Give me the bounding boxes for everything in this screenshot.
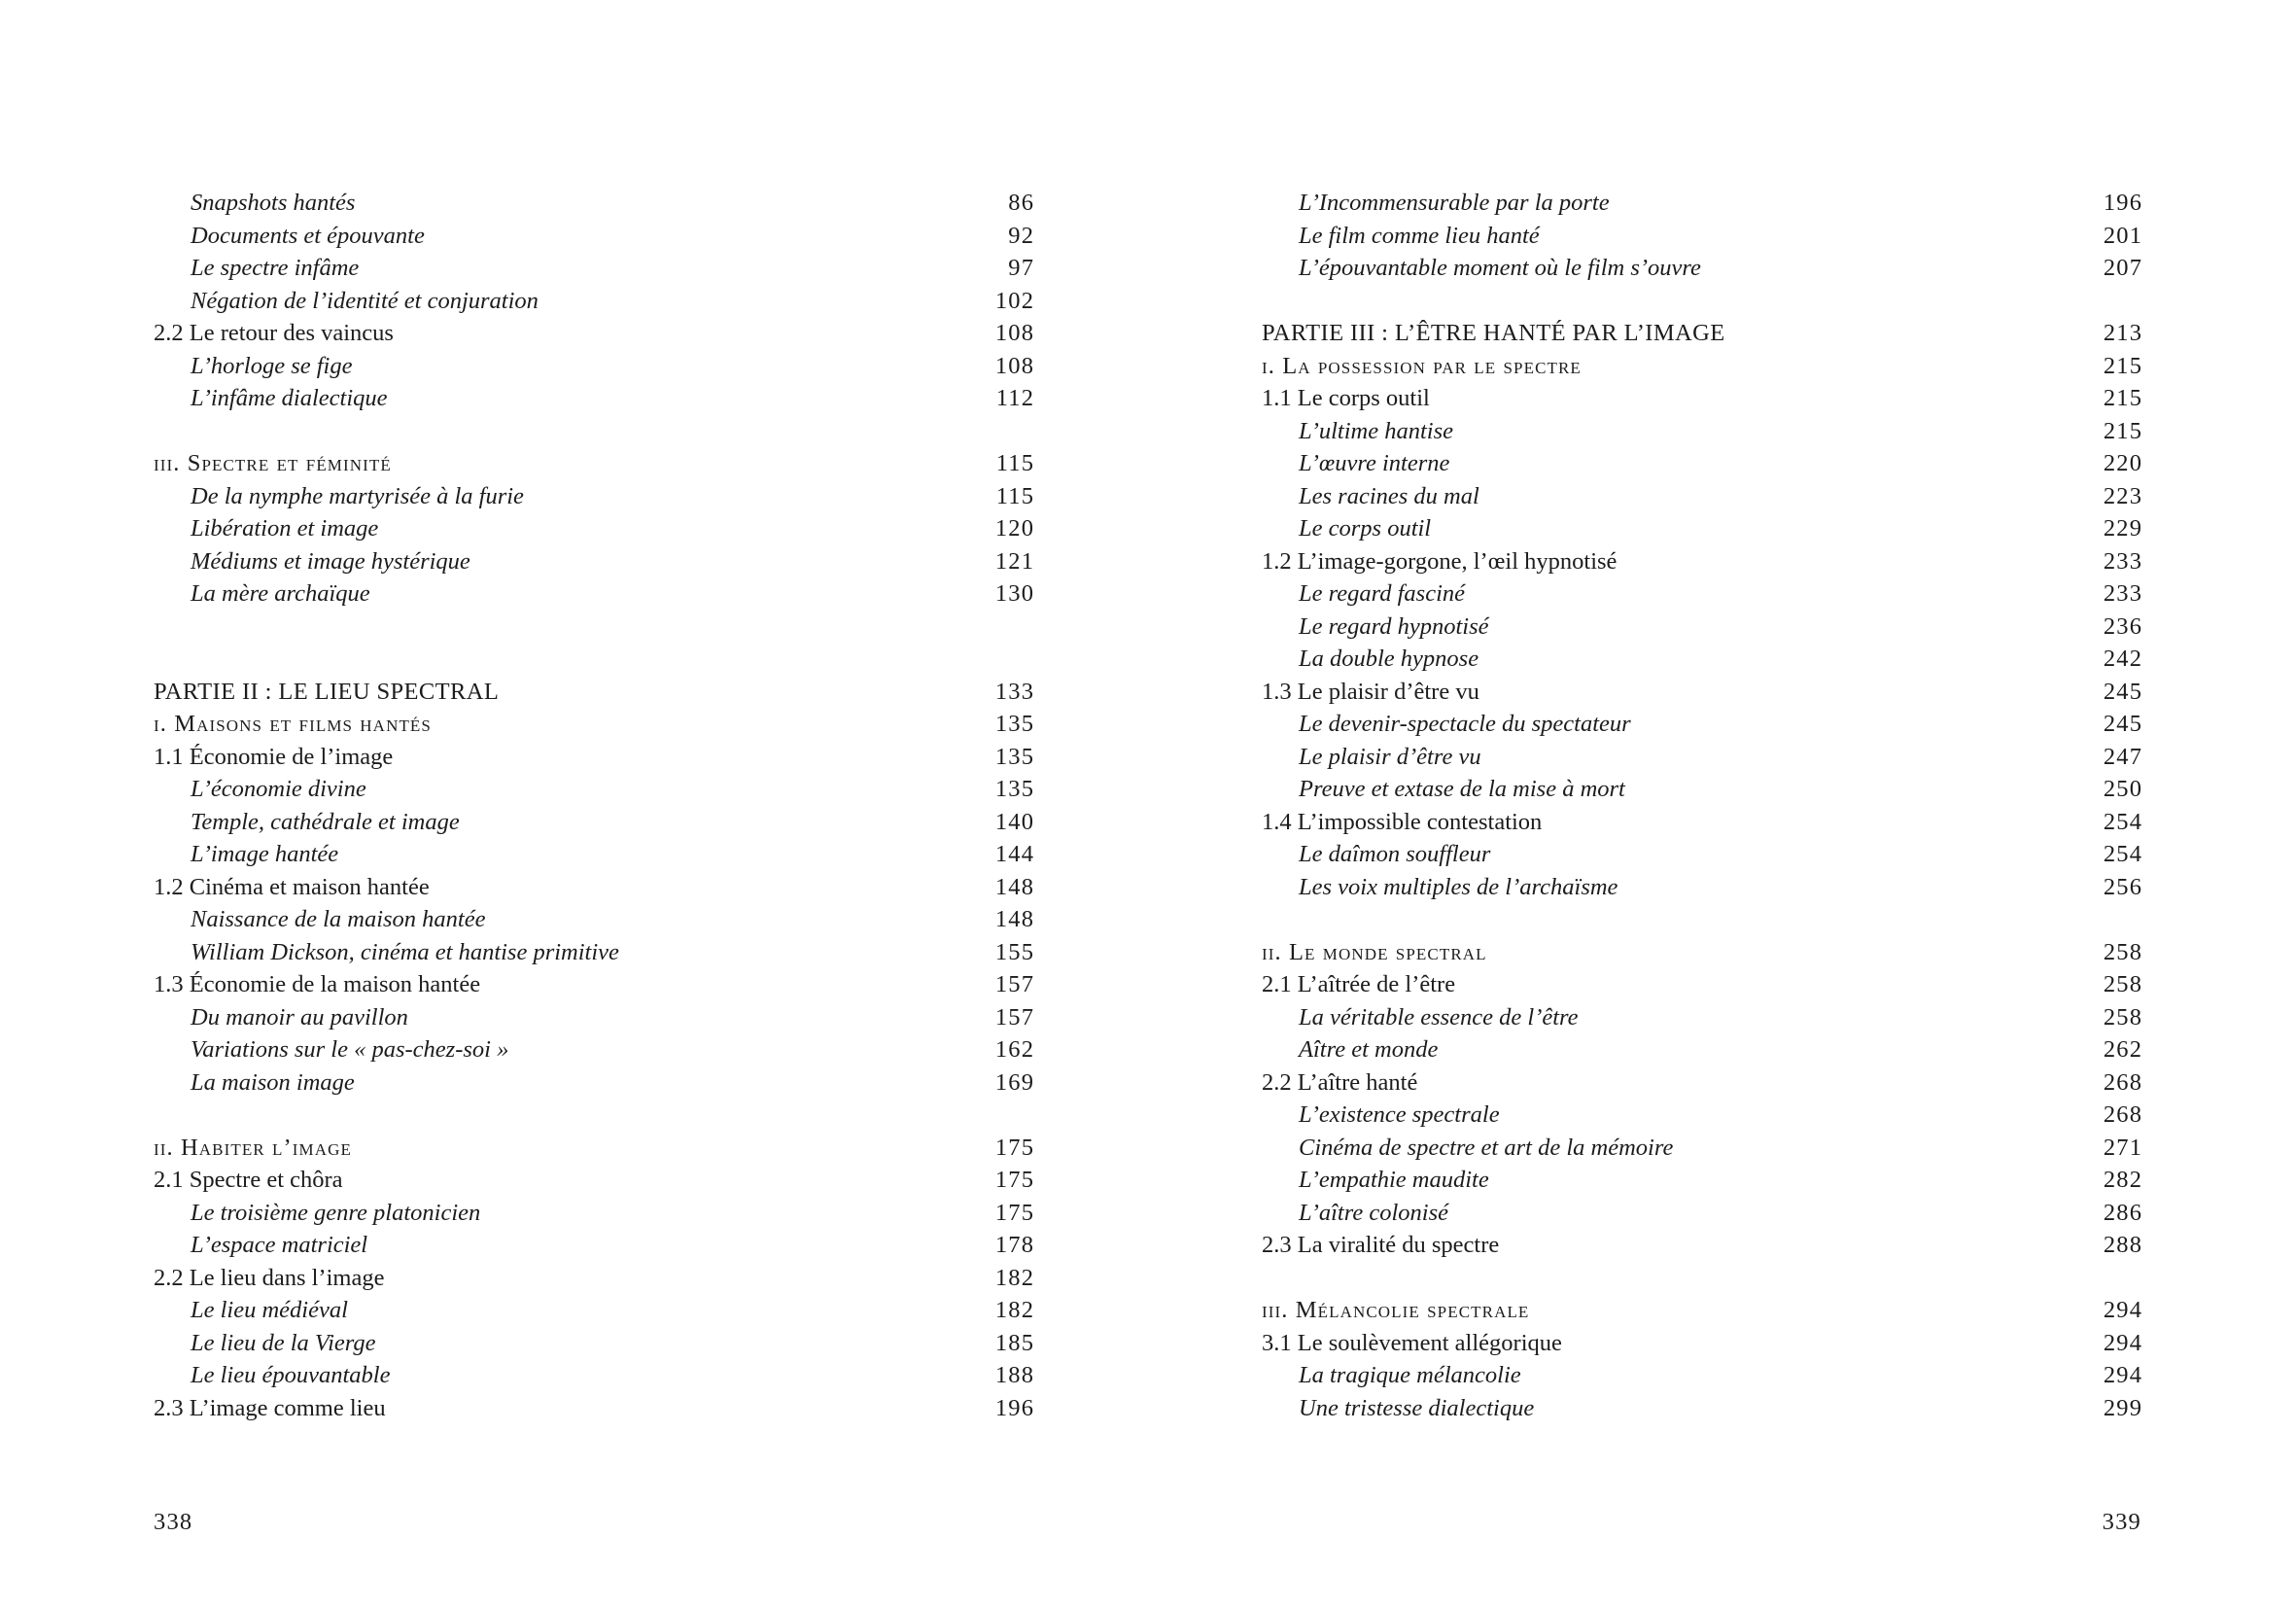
toc-entry-title: Libération et image [191, 515, 379, 541]
toc-entry-title: Naissance de la maison hantée [191, 906, 486, 932]
toc-entry-title: La double hypnose [1299, 646, 1479, 672]
toc-entry-sub [1262, 1392, 2141, 1425]
toc-entry-page-number: 229 [2103, 515, 2143, 541]
toc-entry-title: L’image hantée [191, 841, 339, 867]
toc-entry-section [154, 447, 1033, 480]
toc-entry-title: Aître et monde [1299, 1036, 1439, 1063]
toc-entry-page-number: 258 [2103, 971, 2143, 997]
toc-entry-title: 1.4 L’impossible contestation [1262, 808, 1543, 835]
toc-entry-page-number: 133 [994, 678, 1035, 705]
toc-entry-page-number: 236 [2103, 612, 2143, 640]
toc-entry-title: La maison image [191, 1068, 355, 1096]
toc-entry-title: La mère archaïque [191, 580, 370, 607]
toc-entry-title: L’existence spectrale [1299, 1101, 1500, 1128]
toc-entry-page-number: 242 [2103, 646, 2143, 672]
toc-entry-page-number: 247 [2103, 743, 2143, 770]
toc-entry-title: PARTIE II : LE LIEU SPECTRAL [154, 678, 500, 705]
toc-entry-title: 1.2 L’image-gorgone, l’œil hypnotisé [1262, 547, 1618, 575]
toc-entry-page-number: 254 [2103, 808, 2143, 835]
toc-entry-title: 2.2 Le retour des vaincus [154, 320, 394, 346]
page-number-footer-right: 339 [2102, 1509, 2141, 1535]
toc-entry-sub [154, 806, 1033, 839]
toc-entry-page-number: 135 [994, 711, 1035, 737]
toc-entry-page-number: 294 [2103, 1297, 2143, 1323]
toc-entry-page-number: 108 [994, 352, 1035, 379]
toc-entry-sub [1262, 838, 2141, 871]
toc-entry-sub [1262, 220, 2141, 253]
toc-entry-sub [154, 1001, 1033, 1034]
toc-entry-sub [1262, 187, 2141, 220]
toc-entry-title: William Dickson, cinéma et hantise primitive [191, 938, 619, 965]
toc-entry-sub [1262, 1197, 2141, 1230]
toc-entry-title: De la nymphe martyrisée à la furie [191, 482, 524, 509]
toc-entry-sub [154, 577, 1033, 611]
toc-entry-title: Le film comme lieu hanté [1299, 222, 1540, 249]
toc-entry-page-number: 213 [2103, 320, 2143, 346]
toc-entry-sub [154, 838, 1033, 871]
toc-entry-sub [1262, 447, 2141, 480]
toc-entry-sub [154, 350, 1033, 383]
toc-entry-title: L’ultime hantise [1299, 417, 1454, 444]
toc-entry-page-number: 215 [2103, 385, 2143, 411]
toc-entry-title: Le plaisir d’être vu [1299, 743, 1481, 770]
toc-entry-page-number: 92 [1008, 222, 1035, 249]
toc-entry-page-number: 97 [1008, 255, 1035, 281]
toc-entry-page-number: 175 [994, 1199, 1035, 1226]
toc-entry-sub [1262, 480, 2141, 513]
toc-entry-sub [1262, 512, 2141, 545]
toc-entry-page-number: 115 [995, 482, 1035, 509]
toc-column-left [154, 187, 1033, 1424]
toc-entry-page-number: 268 [2103, 1068, 2143, 1096]
toc-entry-page-number: 120 [994, 515, 1035, 541]
toc-entry-sub [1262, 1164, 2141, 1197]
toc-entry-title: Documents et épouvante [191, 222, 425, 249]
toc-gap [1262, 285, 2141, 318]
toc-entry-sub [154, 220, 1033, 253]
toc-entry-page-number: 175 [994, 1167, 1035, 1193]
toc-entry-title: 2.3 La viralité du spectre [1262, 1232, 1500, 1258]
toc-entry-page-number: 258 [2103, 1003, 2143, 1031]
toc-entry-sub [1262, 643, 2141, 676]
toc-entry-title: L’épouvantable moment où le film s’ouvre [1299, 255, 1701, 281]
toc-entry-title: 2.2 L’aître hanté [1262, 1068, 1418, 1096]
toc-entry-page-number: 233 [2103, 580, 2143, 607]
toc-entry-title: L’infâme dialectique [191, 385, 388, 411]
toc-entry-title: 1.3 Le plaisir d’être vu [1262, 678, 1479, 705]
toc-entry-title: Une tristesse dialectique [1299, 1394, 1535, 1421]
toc-entry-title: Snapshots hantés [191, 190, 356, 216]
toc-entry-page-number: 254 [2103, 841, 2143, 867]
toc-page-left [154, 187, 1035, 1535]
toc-entry-item [154, 1164, 1033, 1197]
toc-entry-page-number: 215 [2103, 417, 2143, 444]
toc-entry-title: 1.1 Le corps outil [1262, 385, 1430, 411]
toc-entry-title: La véritable essence de l’être [1299, 1003, 1579, 1031]
toc-entry-page-number: 182 [994, 1264, 1035, 1291]
toc-gap [1262, 1262, 2141, 1295]
toc-entry-item [1262, 806, 2141, 839]
toc-entry-sub [1262, 773, 2141, 806]
toc-entry-title: Le lieu épouvantable [191, 1362, 391, 1388]
toc-column-right [1262, 187, 2141, 1424]
toc-entry-title: Le devenir-spectacle du spectateur [1299, 711, 1631, 737]
toc-entry-page-number: 169 [994, 1068, 1035, 1096]
toc-entry-title: ii. Habiter l’image [154, 1134, 352, 1161]
toc-entry-page-number: 130 [994, 580, 1035, 607]
toc-entry-part [1262, 317, 2141, 350]
toc-entry-page-number: 288 [2103, 1232, 2143, 1258]
toc-entry-page-number: 148 [994, 906, 1035, 932]
toc-entry-sub [154, 285, 1033, 318]
toc-entry-title: 2.1 Spectre et chôra [154, 1167, 343, 1193]
toc-entry-page-number: 268 [2103, 1101, 2143, 1128]
toc-entry-item [1262, 1066, 2141, 1100]
toc-entry-page-number: 102 [994, 287, 1035, 314]
toc-entry-page-number: 140 [994, 808, 1035, 835]
toc-entry-title: Du manoir au pavillon [191, 1003, 408, 1031]
toc-entry-sub [154, 903, 1033, 936]
toc-entry-title: Négation de l’identité et conjuration [191, 287, 539, 314]
toc-entry-sub [154, 936, 1033, 969]
toc-entry-title: 1.2 Cinéma et maison hantée [154, 873, 430, 900]
toc-entry-section [1262, 350, 2141, 383]
toc-entry-item [1262, 545, 2141, 578]
toc-gap [154, 611, 1033, 676]
toc-entry-page-number: 201 [2103, 222, 2143, 249]
toc-gap [154, 1099, 1033, 1132]
toc-entry-page-number: 188 [994, 1362, 1035, 1388]
toc-entry-sub [154, 545, 1033, 578]
toc-entry-page-number: 86 [1008, 190, 1035, 216]
toc-entry-section [1262, 1294, 2141, 1327]
toc-entry-sub [154, 187, 1033, 220]
toc-entry-sub [154, 512, 1033, 545]
toc-entry-page-number: 294 [2103, 1329, 2143, 1356]
toc-entry-sub [1262, 415, 2141, 448]
toc-entry-sub [154, 1294, 1033, 1327]
toc-entry-title: Les voix multiples de l’archaïsme [1299, 873, 1618, 900]
toc-entry-item [154, 1392, 1033, 1425]
toc-entry-page-number: 182 [994, 1297, 1035, 1323]
toc-entry-page-number: 250 [2103, 776, 2143, 802]
toc-entry-sub [1262, 871, 2141, 904]
toc-entry-title: 2.3 L’image comme lieu [154, 1394, 386, 1421]
toc-entry-title: Le spectre infâme [191, 255, 360, 281]
toc-entry-title: L’horloge se fige [191, 352, 353, 379]
toc-entry-title: iii. Spectre et féminité [154, 450, 392, 476]
toc-entry-sub [154, 1327, 1033, 1360]
toc-entry-title: i. La possession par le spectre [1262, 352, 1582, 379]
toc-entry-sub [154, 1359, 1033, 1392]
toc-entry-page-number: 162 [994, 1036, 1035, 1063]
toc-entry-title: Les racines du mal [1299, 482, 1479, 509]
toc-entry-title: ii. Le monde spectral [1262, 938, 1487, 965]
toc-entry-sub [1262, 611, 2141, 644]
toc-entry-title: L’œuvre interne [1299, 450, 1450, 476]
toc-entry-page-number: 220 [2103, 450, 2143, 476]
toc-entry-title: La tragique mélancolie [1299, 1362, 1521, 1388]
toc-entry-title: Le daîmon souffleur [1299, 841, 1491, 867]
toc-entry-page-number: 196 [994, 1394, 1035, 1421]
toc-entry-page-number: 135 [994, 776, 1035, 802]
toc-entry-page-number: 178 [994, 1232, 1035, 1258]
toc-entry-sub [1262, 741, 2141, 774]
toc-entry-sub [154, 1066, 1033, 1100]
toc-entry-page-number: 196 [2103, 190, 2143, 216]
toc-entry-sub [154, 480, 1033, 513]
toc-entry-title: Temple, cathédrale et image [191, 808, 460, 835]
toc-gap [154, 415, 1033, 448]
toc-entry-title: L’empathie maudite [1299, 1167, 1489, 1193]
toc-page-right [1262, 187, 2143, 1535]
toc-entry-page-number: 262 [2103, 1036, 2143, 1063]
toc-entry-section [154, 1132, 1033, 1165]
toc-entry-title: Médiums et image hystérique [191, 547, 470, 575]
toc-entry-page-number: 175 [994, 1134, 1035, 1161]
toc-entry-page-number: 299 [2103, 1394, 2143, 1421]
page-number-footer-left: 338 [154, 1509, 193, 1535]
toc-entry-sub [1262, 577, 2141, 611]
toc-entry-page-number: 157 [994, 971, 1035, 997]
toc-entry-page-number: 112 [995, 385, 1035, 411]
toc-entry-sub [154, 382, 1033, 415]
toc-entry-page-number: 233 [2103, 547, 2143, 575]
toc-entry-title: Le corps outil [1299, 515, 1432, 541]
toc-entry-part [154, 676, 1033, 709]
toc-entry-page-number: 282 [2103, 1167, 2143, 1193]
toc-entry-page-number: 294 [2103, 1362, 2143, 1388]
toc-entry-page-number: 258 [2103, 938, 2143, 965]
toc-entry-item [154, 968, 1033, 1001]
toc-entry-title: Variations sur le « pas-chez-soi » [191, 1036, 509, 1063]
toc-entry-title: i. Maisons et films hantés [154, 711, 432, 737]
toc-entry-title: 1.3 Économie de la maison hantée [154, 971, 481, 997]
toc-entry-sub [1262, 1001, 2141, 1034]
toc-entry-item [154, 741, 1033, 774]
toc-entry-page-number: 245 [2103, 711, 2143, 737]
toc-entry-title: Le lieu médiéval [191, 1297, 348, 1323]
toc-entry-sub [154, 1197, 1033, 1230]
toc-entry-title: 2.2 Le lieu dans l’image [154, 1264, 385, 1291]
toc-entry-page-number: 245 [2103, 678, 2143, 705]
toc-entry-page-number: 148 [994, 873, 1035, 900]
toc-entry-page-number: 185 [994, 1329, 1035, 1356]
toc-entry-title: L’Incommensurable par la porte [1299, 190, 1610, 216]
toc-entry-sub [1262, 1033, 2141, 1066]
toc-entry-item [154, 1262, 1033, 1295]
toc-entry-item [1262, 1327, 2141, 1360]
toc-entry-page-number: 286 [2103, 1199, 2143, 1226]
toc-entry-title: Le regard hypnotisé [1299, 612, 1489, 640]
toc-entry-page-number: 271 [2103, 1134, 2143, 1161]
toc-entry-sub [1262, 1359, 2141, 1392]
toc-entry-item [1262, 1229, 2141, 1262]
toc-entry-sub [1262, 252, 2141, 285]
toc-entry-sub [154, 1229, 1033, 1262]
toc-entry-title: L’espace matriciel [191, 1232, 368, 1258]
toc-entry-title: iii. Mélancolie spectrale [1262, 1297, 1530, 1323]
toc-entry-title: L’économie divine [191, 776, 366, 802]
toc-entry-sub [1262, 1132, 2141, 1165]
toc-entry-title: Le lieu de la Vierge [191, 1329, 376, 1356]
toc-entry-page-number: 144 [994, 841, 1035, 867]
toc-entry-page-number: 207 [2103, 255, 2143, 281]
toc-gap [1262, 903, 2141, 936]
toc-entry-page-number: 115 [995, 450, 1035, 476]
toc-entry-page-number: 135 [994, 743, 1035, 770]
toc-entry-title: 3.1 Le soulèvement allégorique [1262, 1329, 1562, 1356]
toc-entry-page-number: 223 [2103, 482, 2143, 509]
toc-entry-item [1262, 968, 2141, 1001]
toc-entry-title: 1.1 Économie de l’image [154, 743, 394, 770]
toc-entry-section [154, 708, 1033, 741]
toc-entry-page-number: 215 [2103, 352, 2143, 379]
toc-entry-title: Preuve et extase de la mise à mort [1299, 776, 1625, 802]
toc-entry-page-number: 155 [994, 938, 1035, 965]
toc-entry-item [1262, 382, 2141, 415]
toc-entry-title: Le regard fasciné [1299, 580, 1466, 607]
toc-entry-item [1262, 676, 2141, 709]
toc-entry-title: 2.1 L’aîtrée de l’être [1262, 971, 1456, 997]
toc-entry-section [1262, 936, 2141, 969]
toc-entry-page-number: 121 [994, 547, 1035, 575]
toc-entry-sub [1262, 1099, 2141, 1132]
toc-entry-title: Cinéma de spectre et art de la mémoire [1299, 1134, 1674, 1161]
toc-entry-item [154, 317, 1033, 350]
toc-entry-title: PARTIE III : L’ÊTRE HANTÉ PAR L’IMAGE [1262, 320, 1725, 346]
toc-entry-page-number: 108 [994, 320, 1035, 346]
toc-entry-item [154, 871, 1033, 904]
toc-entry-sub [154, 252, 1033, 285]
toc-entry-title: L’aître colonisé [1299, 1199, 1449, 1226]
toc-entry-title: Le troisième genre platonicien [191, 1199, 481, 1226]
toc-entry-sub [154, 773, 1033, 806]
toc-entry-page-number: 256 [2103, 873, 2143, 900]
toc-entry-page-number: 157 [994, 1003, 1035, 1031]
toc-entry-sub [1262, 708, 2141, 741]
toc-entry-sub [154, 1033, 1033, 1066]
